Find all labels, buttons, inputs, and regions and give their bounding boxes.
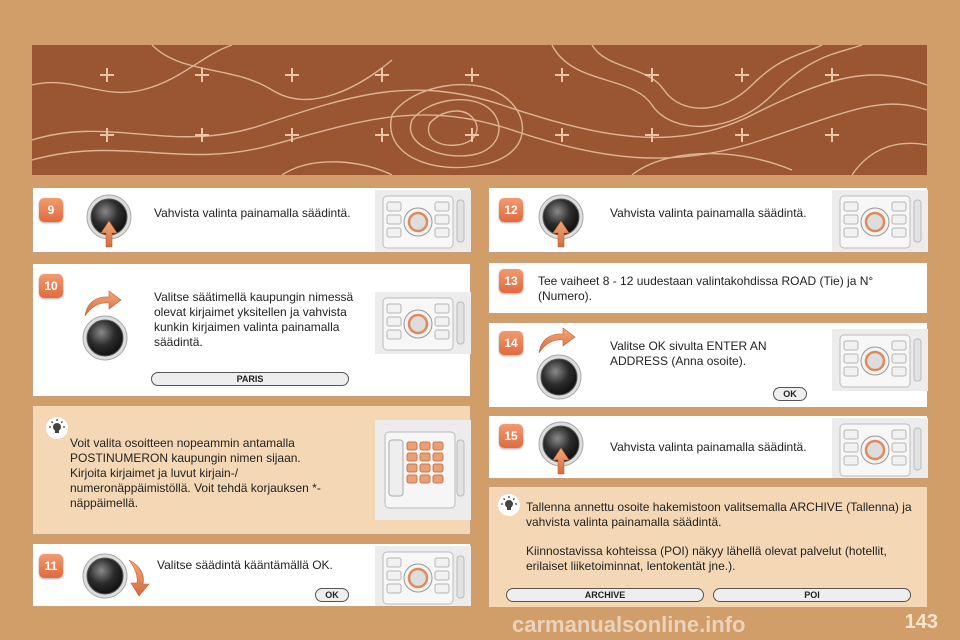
step-11-card	[32, 543, 471, 607]
step-12-text: Vahvista valinta painamalla säädintä.	[610, 206, 807, 220]
radio-panel-icon	[832, 329, 928, 391]
lightbulb-icon	[497, 493, 521, 517]
page-number: 143	[904, 611, 938, 633]
step-number-badge: 12	[499, 198, 523, 222]
step-number-badge: 9	[39, 198, 63, 222]
radio-panel-icon	[375, 292, 471, 354]
radio-panel-icon	[832, 418, 928, 478]
step-13-text: Tee vaiheet 8 - 12 uudestaan valintakohdissa ROAD (Tie) ja N° (Numero).	[538, 274, 874, 303]
contour-map-icon	[32, 45, 927, 175]
control-knob-icon	[531, 349, 587, 405]
step-number-badge: 11	[39, 554, 63, 578]
tip-card-archive	[488, 486, 928, 608]
control-knob-icon	[533, 418, 593, 480]
step-11-text: Valitse säädintä kääntämällä OK.	[157, 558, 333, 572]
control-knob-icon	[77, 310, 133, 366]
archive-button[interactable]: ARCHIVE	[506, 588, 704, 602]
turn-arrow-icon	[125, 558, 153, 598]
step-15-card	[488, 415, 928, 479]
step-14-text: Valitse OK sivulta ENTER AN ADDRESS (Anna osoite).	[610, 339, 767, 368]
step-13-card	[488, 262, 928, 314]
ok-button[interactable]: OK	[315, 588, 349, 602]
tip-card-postcode	[32, 405, 471, 535]
step-9-card	[32, 187, 471, 253]
paris-button[interactable]: PARIS	[151, 372, 349, 386]
step-15-text: Vahvista valinta painamalla säädintä.	[610, 440, 807, 454]
step-number-badge: 14	[499, 331, 523, 355]
step-number-badge: 10	[39, 274, 63, 298]
lightbulb-icon	[45, 416, 69, 440]
radio-panel-icon	[832, 190, 928, 252]
step-number-badge: 15	[499, 424, 523, 448]
poi-button[interactable]: POI	[713, 588, 911, 602]
step-12-card	[488, 187, 928, 253]
tip-text: Voit valita osoitteen nopeammin antamalla POSTINUMERON kaupungin nimen sijaan. Kirjoita kirjaimet ja luvut kirjain-/ numeronäppäimistöllä. Voit tehdä korjauksen *-näppäimellä.	[70, 436, 321, 510]
control-knob-icon	[81, 191, 141, 255]
step-number-badge: 13	[499, 269, 523, 293]
radio-panel-icon	[375, 190, 471, 252]
tip-text-archive: Tallenna annettu osoite hakemistoon valitsemalla ARCHIVE (Tallenna) ja vahvista valinta painamalla säädintä.	[526, 500, 912, 529]
topographic-banner	[32, 45, 927, 175]
step-10-text: Valitse säätimellä kaupungin nimessä olevat kirjaimet yksitellen ja vahvista kunkin kirjaimen valinta painamalla säädintä.	[154, 290, 354, 349]
step-14-card	[488, 322, 928, 408]
step-10-card	[32, 263, 471, 397]
keypad-panel-icon	[375, 420, 471, 520]
tip-text-poi: Kiinnostavissa kohteissa (POI) näkyy lähellä olevat palvelut (hotellit, erilaiset liiketoiminnat, lentokentät jne.).	[526, 544, 887, 573]
ok-button[interactable]: OK	[773, 387, 807, 401]
control-knob-icon	[533, 191, 593, 255]
watermark: carmanualsonline.info	[512, 612, 746, 637]
radio-panel-icon	[375, 546, 471, 606]
step-9-text: Vahvista valinta painamalla säädintä.	[154, 206, 351, 220]
